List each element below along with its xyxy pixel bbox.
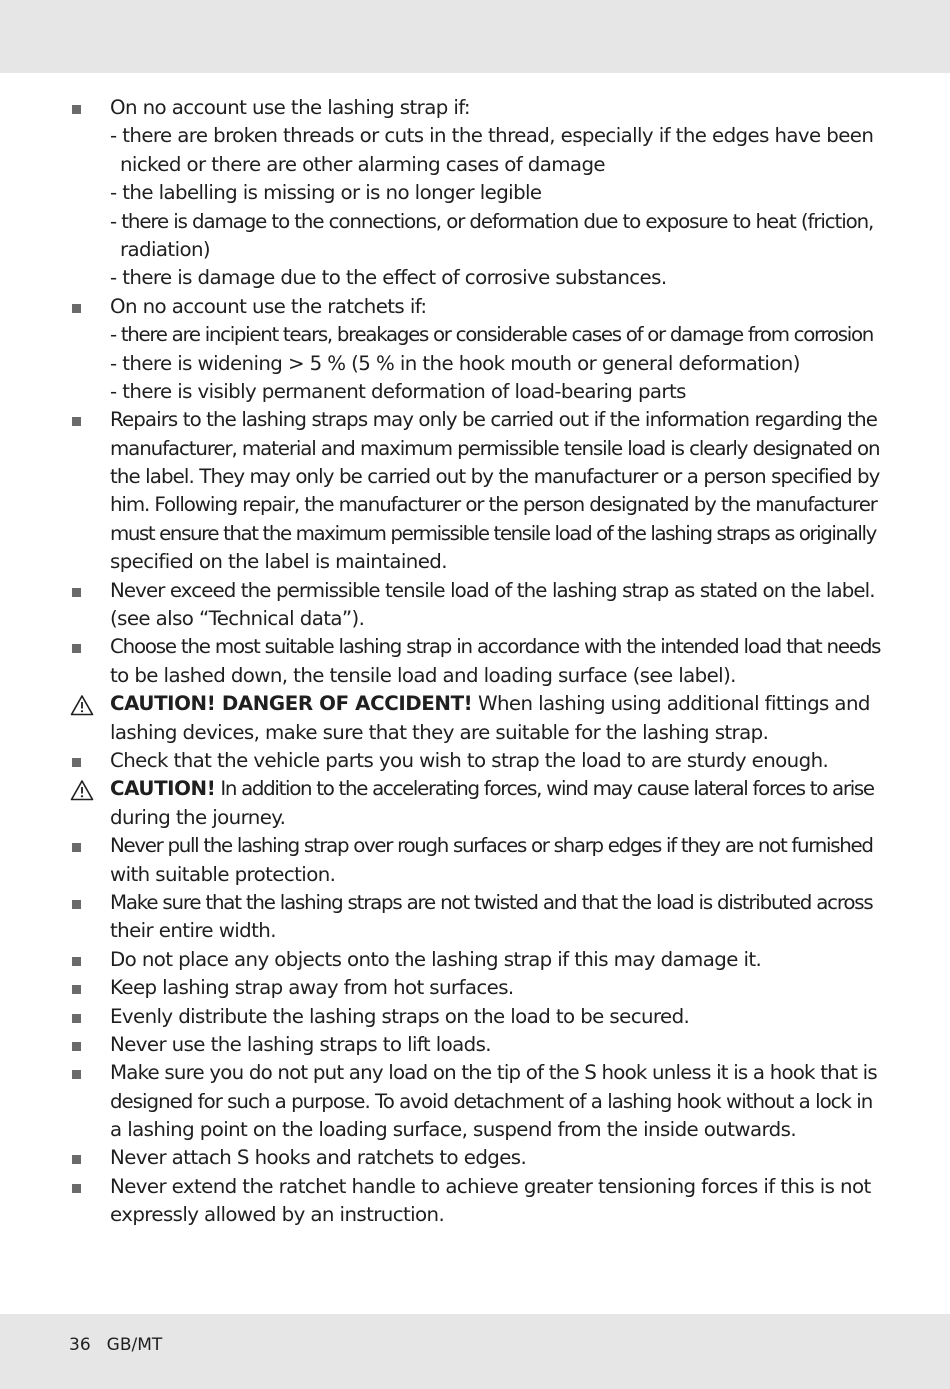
line-text: - there is damage to the connections, or deformation due to exposure to heat (friction,: [110, 209, 874, 233]
line-text: a lashing point on the loading surface, suspend from the inside outwards.: [110, 1118, 797, 1142]
line-text: - there are incipient tears, breakages or considerable cases of or damage from corrosion: [110, 323, 873, 347]
square-bullet-icon: [72, 1042, 81, 1051]
text-line: [0, 179, 950, 207]
text-line: [0, 236, 950, 264]
square-bullet-icon: [72, 1014, 81, 1023]
square-bullet-icon: [72, 1070, 81, 1079]
square-bullet-icon: [72, 1155, 81, 1164]
line-text: Never pull the lashing strap over rough surfaces or sharp edges if they are not furnished: [110, 834, 873, 858]
square-bullet-icon: [72, 900, 81, 909]
line-text: radiation): [120, 237, 211, 261]
line-text: Keep lashing strap away from hot surfaces.: [110, 976, 514, 1000]
text-line: [0, 861, 950, 889]
line-text: to be lashed down, the tensile load and loading surface (see label).: [110, 663, 736, 687]
text-line: [0, 917, 950, 945]
bullet-item: [0, 1144, 950, 1172]
text-line: [0, 548, 950, 576]
bullet-item: [0, 747, 950, 775]
warning-text: [110, 690, 870, 718]
bullet-item: [0, 1059, 950, 1087]
locale-label: GB/MT: [106, 1335, 163, 1355]
header-band: [0, 0, 950, 73]
square-bullet-icon: [72, 304, 81, 313]
warning-triangle-icon: [70, 779, 94, 801]
square-bullet-icon: [72, 843, 81, 852]
text-line: [0, 1201, 950, 1229]
warning-line: [0, 775, 950, 803]
line-text: - the labelling is missing or is no longer legible: [110, 181, 542, 205]
line-text: On no account use the lashing strap if:: [110, 96, 470, 119]
square-bullet-icon: [72, 985, 81, 994]
square-bullet-icon: [72, 758, 81, 767]
line-text: - there is widening > 5 % (5 % in the hook mouth or general deformation): [110, 351, 800, 375]
warning-body: In addition to the accelerating forces, wind may cause lateral forces to arise: [215, 777, 874, 801]
bullet-item: [0, 293, 950, 321]
line-text: On no account use the ratchets if:: [110, 294, 427, 318]
safety-instructions: [0, 94, 950, 1230]
text-line: [0, 151, 950, 179]
line-text: the label. They may only be carried out by the manufacturer or a person specified by: [110, 465, 880, 489]
text-line: [0, 208, 950, 236]
bullet-item: [0, 1173, 950, 1201]
line-text: lashing devices, make sure that they are suitable for the lashing strap.: [110, 720, 769, 744]
line-text: Make sure you do not put any load on the tip of the S hook unless it is a hook that is: [110, 1061, 877, 1085]
bullet-item: [0, 1031, 950, 1059]
line-text: - there are broken threads or cuts in the thread, especially if the edges have been: [110, 124, 874, 148]
bullet-item: [0, 946, 950, 974]
line-text: - there is visibly permanent deformation of load-bearing parts: [110, 379, 686, 403]
warning-text: [110, 775, 874, 803]
page-footer: [69, 1334, 162, 1356]
text-line: [0, 378, 950, 406]
text-line: [0, 491, 950, 519]
text-line: [0, 463, 950, 491]
bullet-item: [0, 832, 950, 860]
line-text: - there is damage due to the effect of corrosive substances.: [110, 266, 667, 290]
line-text: Check that the vehicle parts you wish to strap the load to are sturdy enough.: [110, 748, 829, 772]
line-text: Never extend the ratchet handle to achieve greater tensioning forces if this is not: [110, 1174, 871, 1198]
line-text: Make sure that the lashing straps are not twisted and that the load is distributed across: [110, 890, 873, 914]
line-text: must ensure that the maximum permissible tensile load of the lashing straps as originally: [110, 521, 876, 545]
line-text: manufacturer, material and maximum permissible tensile load is clearly designated on: [110, 436, 880, 460]
bullet-item: [0, 406, 950, 434]
line-text: Never attach S hooks and ratchets to edges.: [110, 1146, 527, 1170]
bullet-item: [0, 577, 950, 605]
bullet-item: [0, 633, 950, 661]
warning-line: [0, 690, 950, 718]
square-bullet-icon: [72, 957, 81, 966]
text-line: [0, 350, 950, 378]
text-line: [0, 264, 950, 292]
square-bullet-icon: [72, 644, 81, 653]
line-text: Do not place any objects onto the lashing strap if this may damage it.: [110, 947, 762, 971]
page-number: 36: [69, 1335, 91, 1355]
text-line: [0, 1116, 950, 1144]
bullet-item: [0, 889, 950, 917]
line-text: Never use the lashing straps to lift loads.: [110, 1032, 491, 1056]
text-line: [0, 662, 950, 690]
text-line: [0, 605, 950, 633]
line-text: specified on the label is maintained.: [110, 550, 447, 574]
text-line: [0, 520, 950, 548]
line-text: designed for such a purpose. To avoid detachment of a lashing hook without a lock in: [110, 1089, 873, 1113]
warning-body: When lashing using additional fittings and: [472, 692, 870, 716]
square-bullet-icon: [72, 417, 81, 426]
line-text: Repairs to the lashing straps may only be carried out if the information regarding the: [110, 408, 878, 432]
bullet-item: [0, 94, 950, 122]
text-line: [0, 435, 950, 463]
line-text: during the journey.: [110, 805, 286, 829]
line-text: (see also “Technical data”).: [110, 607, 365, 631]
text-line: [0, 719, 950, 747]
text-line: [0, 804, 950, 832]
square-bullet-icon: [72, 588, 81, 597]
text-line: [0, 1088, 950, 1116]
bullet-item: [0, 1003, 950, 1031]
caution-label: CAUTION!: [110, 777, 216, 801]
caution-label: CAUTION! DANGER OF ACCIDENT!: [110, 692, 473, 716]
line-text: Evenly distribute the lashing straps on the load to be secured.: [110, 1004, 690, 1028]
line-text: with suitable protection.: [110, 862, 336, 886]
line-text: Choose the most suitable lashing strap in accordance with the intended load that needs: [110, 635, 881, 659]
line-text: Never exceed the permissible tensile load of the lashing strap as stated on the label.: [110, 578, 875, 602]
bullet-item: [0, 974, 950, 1002]
line-text: nicked or there are other alarming cases of damage: [120, 152, 605, 176]
text-line: [0, 321, 950, 349]
square-bullet-icon: [72, 1184, 81, 1193]
line-text: their entire width.: [110, 919, 276, 943]
line-text: him. Following repair, the manufacturer or the person designated by the manufacturer: [110, 493, 877, 517]
line-text: expressly allowed by an instruction.: [110, 1203, 445, 1227]
text-line: [0, 122, 950, 150]
square-bullet-icon: [72, 105, 81, 114]
warning-triangle-icon: [70, 694, 94, 716]
